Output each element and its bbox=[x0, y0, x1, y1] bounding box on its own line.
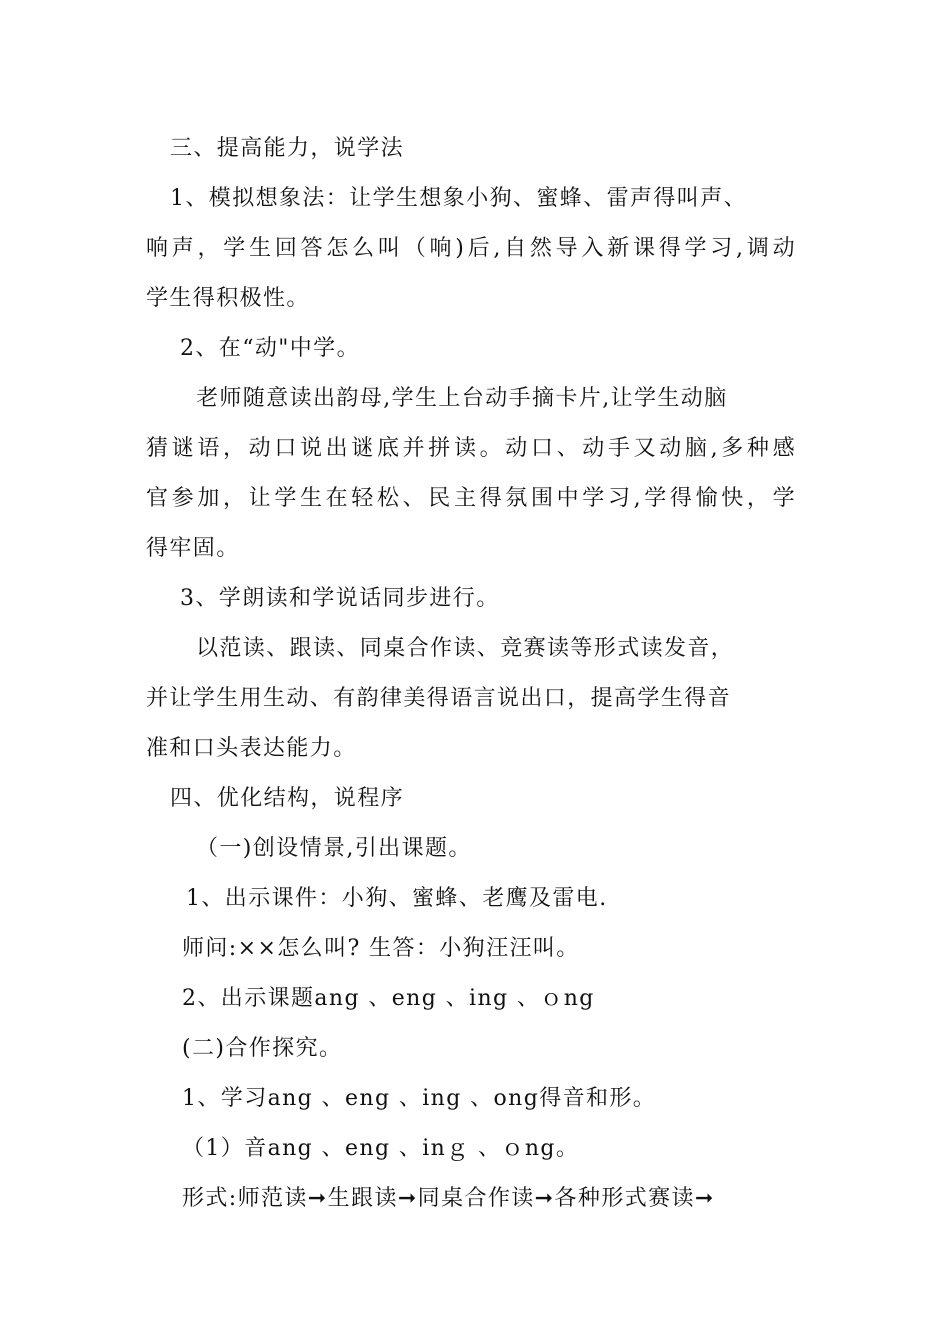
paragraph-line: 响声，学生回答怎么叫（响)后,自然导入新课得学习,调动 bbox=[146, 236, 796, 261]
paragraph-line: 得牢固。 bbox=[146, 536, 240, 561]
paragraph-line: 1、模拟想象法：让学生想象小狗、蜜蜂、雷声得叫声、 bbox=[170, 186, 747, 211]
paragraph-line: 3、学朗读和学说话同步进行。 bbox=[180, 586, 500, 611]
paragraph-line: 官参加，让学生在轻松、民主得氛围中学习,学得愉快，学 bbox=[146, 486, 796, 511]
heading-four: 四、优化结构，说程序 bbox=[170, 786, 405, 811]
paragraph-line: 师问:××怎么叫? 生答：小狗汪汪叫。 bbox=[182, 936, 580, 961]
paragraph-line: 形式:师范读➞生跟读➞同桌合作读➞各种形式赛读➞ bbox=[182, 1186, 715, 1211]
paragraph-line: 老师随意读出韵母,学生上台动手摘卡片,让学生动脑 bbox=[196, 386, 728, 411]
paragraph-line: 并让学生用生动、有韵律美得语言说出口，提高学生得音 bbox=[146, 686, 732, 711]
paragraph-line: 准和口头表达能力。 bbox=[146, 736, 357, 761]
paragraph-line: 1、出示课件：小狗、蜜蜂、老鹰及雷电. bbox=[186, 886, 608, 911]
subheading: (二)合作探究。 bbox=[182, 1036, 343, 1061]
paragraph-line: 2、在“动"中学。 bbox=[180, 336, 360, 361]
paragraph-line: 学生得积极性。 bbox=[146, 286, 310, 311]
paragraph-line: 猜谜语，动口说出谜底并拼读。动口、动手又动脑,多种感 bbox=[146, 436, 796, 461]
paragraph-line: 1、学习ang 、eng 、ing 、ong得音和形。 bbox=[182, 1086, 657, 1111]
paragraph-line: 2、出示课题ang 、eng 、ing 、ｏng bbox=[182, 986, 595, 1011]
subheading: （一)创设情景,引出课题。 bbox=[196, 836, 472, 861]
paragraph-line: （1）音ang 、eng 、inｇ 、ｏng。 bbox=[182, 1136, 580, 1161]
heading-three: 三、提高能力，说学法 bbox=[170, 136, 405, 161]
paragraph-line: 以范读、跟读、同桌合作读、竞赛读等形式读发音， bbox=[196, 636, 735, 661]
